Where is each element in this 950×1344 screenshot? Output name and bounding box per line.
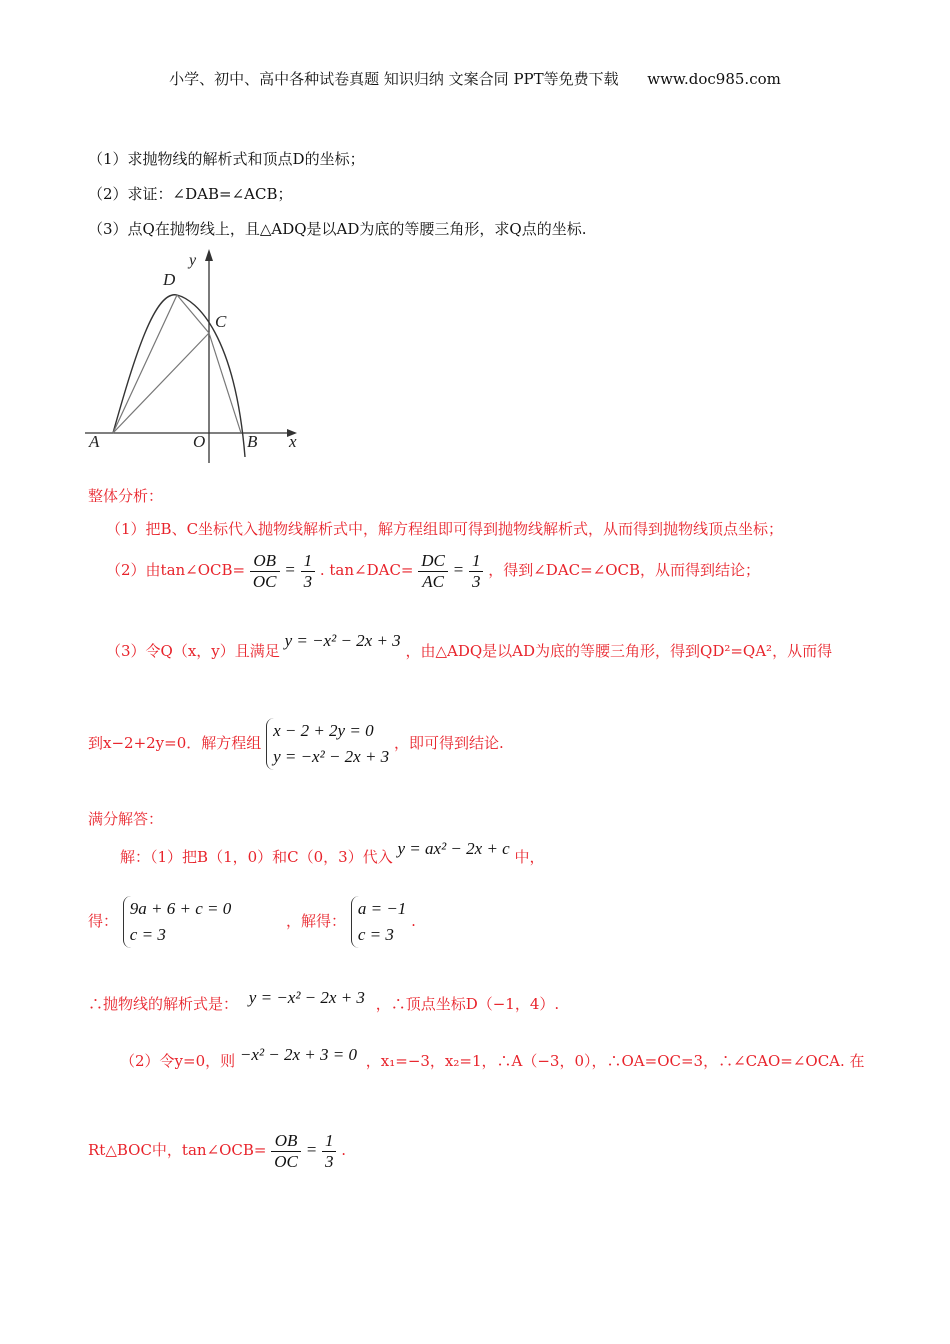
answer-step-5 xyxy=(88,1128,346,1172)
answer-step-4-text-a: （2）令y=0，则 xyxy=(120,1052,236,1070)
label-B: B xyxy=(247,432,258,451)
fraction-ob-oc: $\frac{OB}{OC}$ xyxy=(250,551,280,592)
answer-step-4-text-b: ，x₁=−3，x₂=1，∴A（−3，0），∴OA=OC=3，∴∠CAO=∠OCA. 在 xyxy=(365,1052,865,1070)
answer-step-1-text-b: 中， xyxy=(514,848,545,866)
answer-step-4 xyxy=(120,1045,865,1071)
answer-title: 满分解答： xyxy=(88,810,164,828)
label-y: y xyxy=(189,252,197,269)
question-2: （2）求证：∠DAB=∠ACB； xyxy=(88,185,293,203)
segment-CB xyxy=(209,333,241,433)
general-equation: y = ax² − 2x + c xyxy=(397,839,510,858)
segment-DC xyxy=(177,295,209,333)
question-3: （3）点Q在抛物线上，且△ADQ是以AD为底的等腰三角形，求Q点的坐标. xyxy=(88,220,587,238)
fraction-one-third: $\frac{1}{3}$ xyxy=(469,551,484,592)
page-header xyxy=(0,68,950,89)
quadratic-equation: −x² − 2x + 3 = 0 xyxy=(239,1045,357,1064)
equals-sign: = xyxy=(305,1140,318,1159)
answer-step-2-text-c: . xyxy=(411,912,416,930)
answer-step-2-text-a: 得： xyxy=(88,912,119,930)
answer-step-3 xyxy=(88,988,560,1014)
parabola-figure xyxy=(85,245,315,470)
analysis-p2-text-c: ，得到∠DAC=∠OCB，从而得到结论； xyxy=(488,561,761,579)
analysis-p4 xyxy=(88,718,504,770)
y-axis-arrow xyxy=(205,249,213,261)
fraction-ob-oc: $\frac{OB}{OC}$ xyxy=(271,1131,301,1172)
analysis-p4-text-a: 到x−2+2y=0．解方程组 xyxy=(88,734,262,752)
equals-sign: = xyxy=(452,560,465,579)
analysis-p3-text-a: （3）令Q（x，y）且满足 xyxy=(106,642,280,660)
analysis-title: 整体分析： xyxy=(88,487,164,505)
equals-sign: = xyxy=(284,560,296,579)
answer-step-5-text-a: Rt△BOC中，tan∠OCB= xyxy=(88,1141,267,1159)
analysis-p4-text-b: ，即可得到结论. xyxy=(393,734,504,752)
parabola-equation: y = −x² − 2x + 3 xyxy=(248,988,365,1007)
segment-AD xyxy=(113,295,177,433)
fraction-dc-ac: $\frac{DC}{AC}$ xyxy=(418,551,448,592)
fraction-one-third: $\frac{1}{3}$ xyxy=(301,551,316,592)
question-1: （1）求抛物线的解析式和顶点D的坐标； xyxy=(88,150,365,168)
header-text: 小学、初中、高中各种试卷真题 知识归纳 文案合同 PPT等免费下载 xyxy=(169,70,619,88)
label-C: C xyxy=(215,312,227,331)
answer-step-3-text-b: ，∴顶点坐标D（−1，4）. xyxy=(375,995,560,1013)
answer-step-2 xyxy=(88,896,416,948)
header-url[interactable]: www.doc985.com xyxy=(647,70,781,88)
analysis-p2-text-b: . tan∠DAC= xyxy=(319,561,414,579)
answer-step-2-text-b: ，解得： xyxy=(286,912,347,930)
equation-system: x − 2 + 2y = 0 y = −x² − 2x + 3 xyxy=(266,718,389,770)
label-A: A xyxy=(89,432,100,451)
answer-step-1 xyxy=(120,839,545,867)
analysis-p2-text-a: （2）由tan∠OCB= xyxy=(106,561,246,579)
label-O: O xyxy=(193,432,206,451)
fraction-one-third: $\frac{1}{3}$ xyxy=(322,1131,337,1172)
answer-step-1-text-a: 解：（1）把B（1，0）和C（0，3）代入 xyxy=(120,848,393,866)
analysis-p2 xyxy=(106,548,760,592)
answer-step-5-text-b: . xyxy=(341,1141,347,1159)
analysis-p1: （1）把B、C坐标代入抛物线解析式中，解方程组即可得到抛物线解析式，从而得到抛物线顶点坐标； xyxy=(106,520,784,538)
equation-system-abc: 9a + 6 + c = 0 c = 3 xyxy=(123,896,231,948)
analysis-p3 xyxy=(106,631,833,661)
label-x: x xyxy=(289,432,297,451)
parabola-equation: y = −x² − 2x + 3 xyxy=(284,631,401,650)
answer-step-3-text-a: ∴抛物线的解析式是： xyxy=(88,995,239,1013)
label-D: D xyxy=(163,270,176,289)
analysis-p3-text-b: ，由△ADQ是以AD为底的等腰三角形，得到QD²=QA²，从而得 xyxy=(405,642,833,660)
solution-system: a = −1 c = 3 xyxy=(351,896,406,948)
